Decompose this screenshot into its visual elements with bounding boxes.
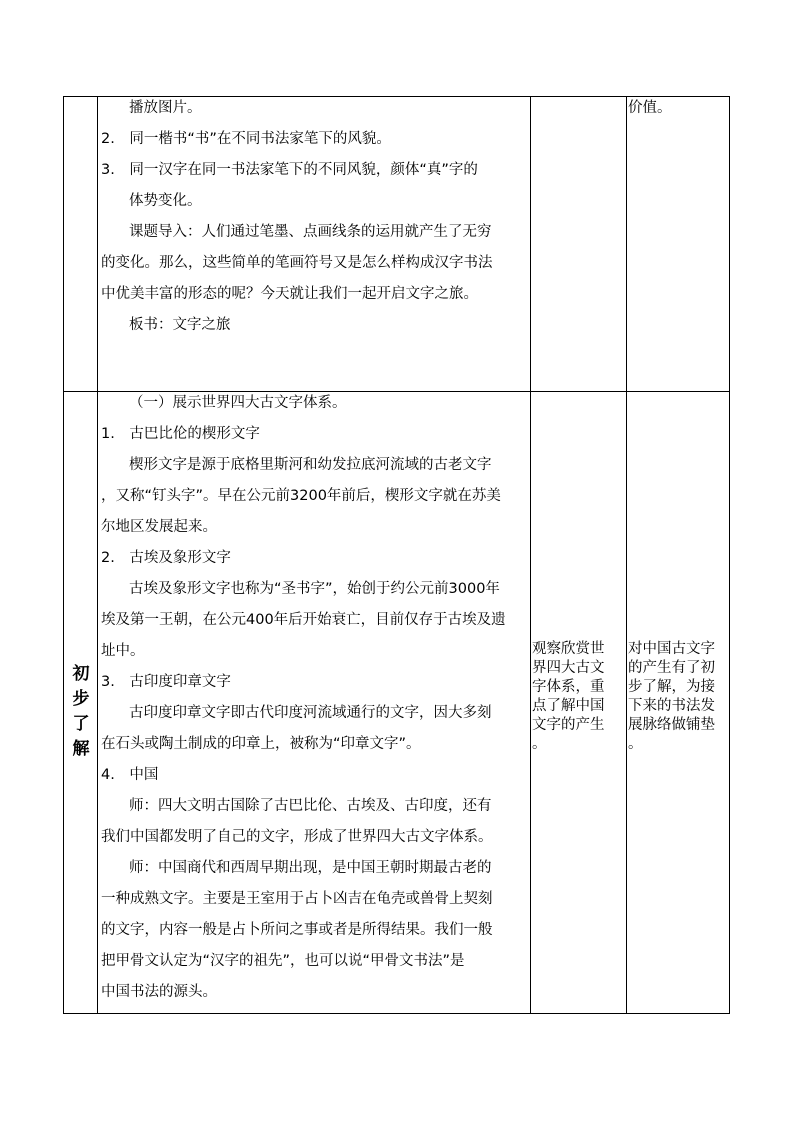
list-item: 2. 同一楷书“书”在不同书法家笔下的风貌。: [101, 131, 391, 147]
section-heading: （一）展示世界四大古文字体系。: [129, 395, 347, 411]
paragraph: 在石头或陶土制成的印章上，被称为“印章文字”。: [101, 736, 421, 752]
paragraph-line: 展脉络做铺垫: [628, 717, 715, 733]
paragraph: 古印度印章文字即古代印度河流域通行的文字，因大多刻: [129, 705, 492, 721]
table-border-bottom: [63, 1013, 730, 1014]
row2-content-cell: [101, 388, 529, 1008]
paragraph-line: 。: [532, 736, 547, 752]
paragraph: 古埃及象形文字也称为“圣书字”，始创于约公元前3000年: [129, 581, 500, 597]
row2-student-cell: [532, 640, 625, 754]
table-border-right: [729, 96, 730, 1014]
paragraph: 尔地区发展起来。: [101, 519, 217, 535]
stage-char: 步: [72, 689, 90, 709]
stage-char: 解: [72, 739, 90, 759]
paragraph-line: 文字的产生: [532, 717, 605, 733]
paragraph: ，又称“钉头字”。早在公元前3200年前后，楔形文字就在苏美: [101, 488, 501, 504]
paragraph-line: 界四大古文: [532, 660, 605, 676]
paragraph: 播放图片。: [129, 100, 202, 116]
paragraph: 体势变化。: [129, 193, 202, 209]
stage-char: 了: [72, 714, 90, 734]
blackboard-note: 板书：文字之旅: [129, 317, 231, 333]
column-divider-3: [626, 96, 627, 1014]
column-divider-2: [530, 96, 531, 1014]
list-item: 3. 同一汉字在同一书法家笔下的不同风貌，颜体“真”字的: [101, 162, 478, 178]
paragraph: 一种成熟文字。主要是王室用于占卜凶吉在龟壳或兽骨上契刻: [101, 891, 493, 907]
list-item: 3. 古印度印章文字: [101, 674, 231, 690]
lesson-plan-table: [63, 96, 730, 1014]
paragraph: 师：四大文明古国除了古巴比伦、古埃及、古印度，还有: [129, 798, 492, 814]
list-item: 1. 古巴比伦的楔形文字: [101, 426, 260, 442]
stage-char: 初: [72, 664, 90, 684]
paragraph: 楔形文字是源于底格里斯河和幼发拉底河流域的古老文字: [129, 457, 492, 473]
paragraph: 把甲骨文认定为“汉字的祖先”，也可以说“甲骨文书法”是: [101, 953, 465, 969]
paragraph-line: 观察欣赏世: [532, 641, 605, 657]
paragraph-line: 下来的书法发: [628, 698, 715, 714]
paragraph: 址中。: [101, 643, 145, 659]
paragraph: 我们中国都发明了自己的文字，形成了世界四大古文字体系。: [101, 829, 493, 845]
paragraph: 师：中国商代和西周早期出现，是中国王朝时期最古老的: [129, 860, 492, 876]
paragraph: 埃及第一王朝，在公元400年后开始衰亡，目前仅存于古埃及遗: [101, 612, 506, 628]
paragraph: 的变化。那么，这些简单的笔画符号又是怎么样构成汉字书法: [101, 255, 493, 271]
list-item: 4. 中国: [101, 767, 159, 783]
table-border-left: [63, 96, 64, 1014]
row2-intent-cell: [628, 640, 728, 754]
column-divider-1: [97, 96, 98, 1014]
paragraph: 中国书法的源头。: [101, 984, 217, 1000]
paragraph: 的文字，内容一般是占卜所问之事或者是所得结果。我们一般: [101, 922, 493, 938]
list-item: 2. 古埃及象形文字: [101, 550, 231, 566]
stage-label: [69, 662, 93, 762]
paragraph: 中优美丰富的形态的呢？今天就让我们一起开启文字之旅。: [101, 286, 478, 302]
paragraph-line: 步了解，为接: [628, 679, 715, 695]
row1-content-cell: [101, 93, 529, 341]
paragraph-line: 点了解中国: [532, 698, 605, 714]
paragraph-line: 的产生有了初: [628, 660, 715, 676]
paragraph-line: 对中国古文字: [628, 641, 715, 657]
paragraph-line: 字体系，重: [532, 679, 605, 695]
paragraph: 价值。: [628, 100, 672, 116]
paragraph-line: 。: [628, 736, 643, 752]
paragraph: 课题导入：人们通过笔墨、点画线条的运用就产生了无穷: [129, 224, 492, 240]
row1-intent-cell: [628, 93, 728, 124]
